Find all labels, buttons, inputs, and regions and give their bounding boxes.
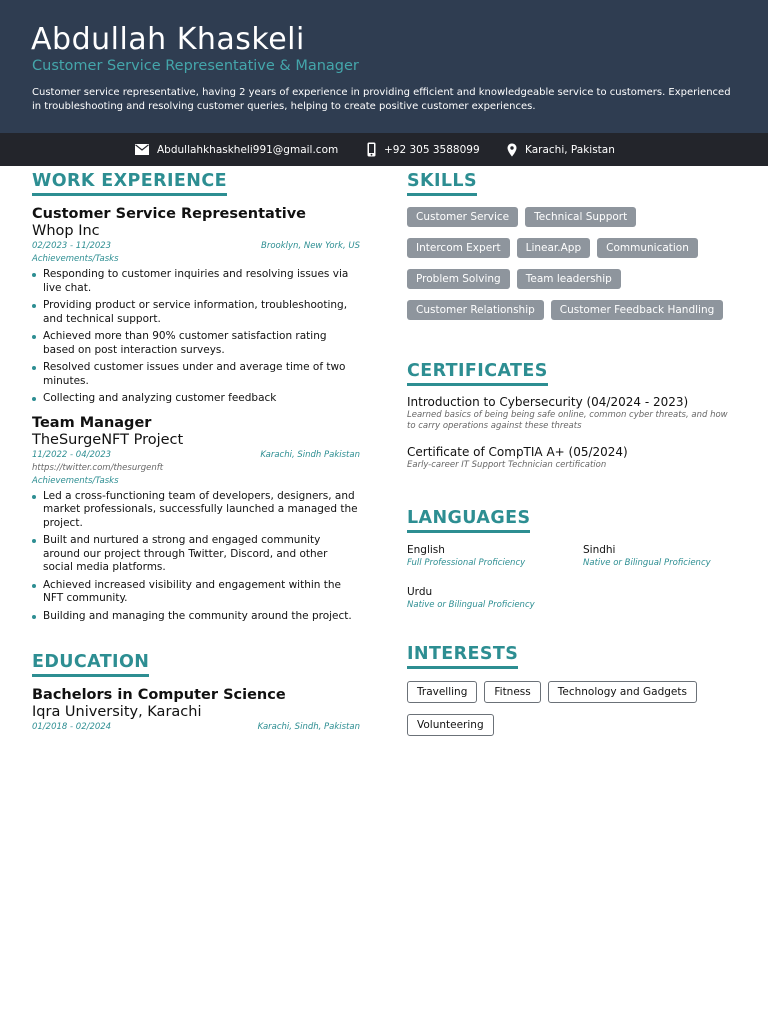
education-meta (32, 721, 360, 734)
interest-tag: Volunteering (407, 714, 494, 736)
job-entry (32, 205, 360, 406)
list-item: Achieved more than 90% customer satisfaction rating based on post interaction surveys. (32, 330, 360, 357)
phone-text[interactable]: +92 305 3588099 (384, 143, 480, 156)
job-dates: 11/2022 - 04/2023 (32, 449, 112, 460)
skills-list (407, 207, 747, 331)
job-meta (32, 449, 360, 462)
education-section-title: EDUCATION (32, 651, 149, 677)
skill-tag: Problem Solving (407, 269, 510, 289)
list-item: Resolved customer issues under and average time of two minutes. (32, 361, 360, 388)
language-level: Native or Bilingual Proficiency (583, 558, 711, 568)
candidate-role: Customer Service Representative & Manager (32, 58, 359, 74)
certificate-description: Learned basics of being being safe online, common cyber threats, and how to carry operations against these threats (407, 410, 728, 431)
language-entry (583, 543, 733, 570)
right-column (407, 170, 737, 747)
skill-tag: Linear.App (517, 238, 591, 258)
certificate-description: Early-career IT Support Technician certification (407, 460, 607, 470)
contact-phone[interactable] (367, 133, 480, 166)
email-text[interactable]: Abdullahkhaskheli991@gmail.com (157, 143, 339, 156)
list-item: Building and managing the community around the project. (32, 610, 360, 624)
contact-location (507, 133, 615, 166)
education-location: Karachi, Sindh, Pakistan (257, 722, 360, 732)
job-location: Brooklyn, New York, US (261, 241, 360, 251)
list-item: Led a cross-functioning team of developers, designers, and market professionals, successfully launched a managed the project. (32, 490, 360, 531)
certificates-section-title: CERTIFICATES (407, 360, 548, 386)
language-entry (407, 585, 583, 612)
degree-title: Bachelors in Computer Science (32, 687, 286, 703)
languages-section (407, 507, 737, 612)
job-bullets (32, 490, 360, 624)
skill-tag: Technical Support (525, 207, 636, 227)
interests-section (407, 643, 737, 747)
list-item: Built and nurtured a strong and engaged community around our project through Twitter, Discord, and other social media platforms. (32, 534, 360, 575)
education-entry (32, 686, 360, 734)
job-entry (32, 414, 360, 624)
job-subheading: Achievements/Tasks (32, 254, 119, 264)
skill-tag: Customer Service (407, 207, 518, 227)
language-level: Full Professional Proficiency (407, 558, 526, 568)
education-section (32, 651, 360, 734)
certificate-entry (407, 444, 737, 471)
candidate-name: Abdullah Khaskeli (31, 22, 305, 57)
job-title: Team Manager (32, 414, 152, 431)
contact-email[interactable] (135, 133, 338, 166)
language-name: Urdu (407, 586, 433, 598)
left-column (32, 170, 360, 734)
list-item: Achieved increased visibility and engagement within the NFT community. (32, 579, 360, 606)
languages-list (407, 543, 737, 612)
skills-section-title: SKILLS (407, 170, 477, 196)
certificate-entry (407, 394, 737, 432)
map-pin-icon (507, 143, 517, 157)
contact-bar (0, 133, 768, 166)
skill-tag: Team leadership (517, 269, 621, 289)
interest-tag: Technology and Gadgets (548, 681, 697, 703)
language-level: Native or Bilingual Proficiency (407, 600, 535, 610)
languages-section-title: LANGUAGES (407, 507, 530, 533)
job-company: TheSurgeNFT Project (32, 431, 184, 448)
job-location: Karachi, Sindh Pakistan (260, 449, 360, 460)
resume-header (0, 0, 768, 133)
job-bullets (32, 268, 360, 406)
location-text: Karachi, Pakistan (525, 143, 615, 156)
job-link[interactable]: https://twitter.com/thesurgenft (32, 462, 164, 473)
job-meta (32, 240, 360, 253)
language-name: English (407, 544, 445, 556)
language-entry (407, 543, 583, 570)
interest-tag: Fitness (484, 681, 540, 703)
skills-section (407, 170, 737, 331)
skill-tag: Communication (597, 238, 698, 258)
certificate-name: Introduction to Cybersecurity (04/2024 - 2023) (407, 395, 689, 409)
education-dates: 01/2018 - 02/2024 (32, 722, 112, 732)
work-section (32, 170, 360, 623)
interests-section-title: INTERESTS (407, 643, 518, 669)
certificates-section (407, 360, 737, 471)
skill-tag: Intercom Expert (407, 238, 510, 258)
skill-tag: Customer Relationship (407, 300, 544, 320)
list-item: Collecting and analyzing customer feedback (32, 392, 360, 406)
summary-text: Customer service representative, having 2 years of experience in providing efficient and knowledgeable service to customers. Experienced in troubleshooting and resolving customer queries, helping to create positive customer experiences. (32, 87, 731, 112)
envelope-icon (135, 144, 149, 155)
phone-icon (367, 142, 376, 157)
skill-tag: Customer Feedback Handling (551, 300, 724, 320)
certificate-name: Certificate of CompTIA A+ (05/2024) (407, 445, 628, 459)
job-company: Whop Inc (32, 223, 100, 239)
list-item: Providing product or service information, troubleshooting, and technical support. (32, 299, 360, 326)
job-dates: 02/2023 - 11/2023 (32, 241, 112, 251)
job-subheading: Achievements/Tasks (32, 475, 119, 486)
language-name: Sindhi (583, 544, 616, 556)
list-item: Responding to customer inquiries and resolving issues via live chat. (32, 268, 360, 295)
school-name: Iqra University, Karachi (32, 704, 202, 720)
interest-tag: Travelling (407, 681, 477, 703)
work-section-title: WORK EXPERIENCE (32, 170, 227, 196)
interests-list (407, 681, 747, 747)
job-title: Customer Service Representative (32, 206, 307, 222)
